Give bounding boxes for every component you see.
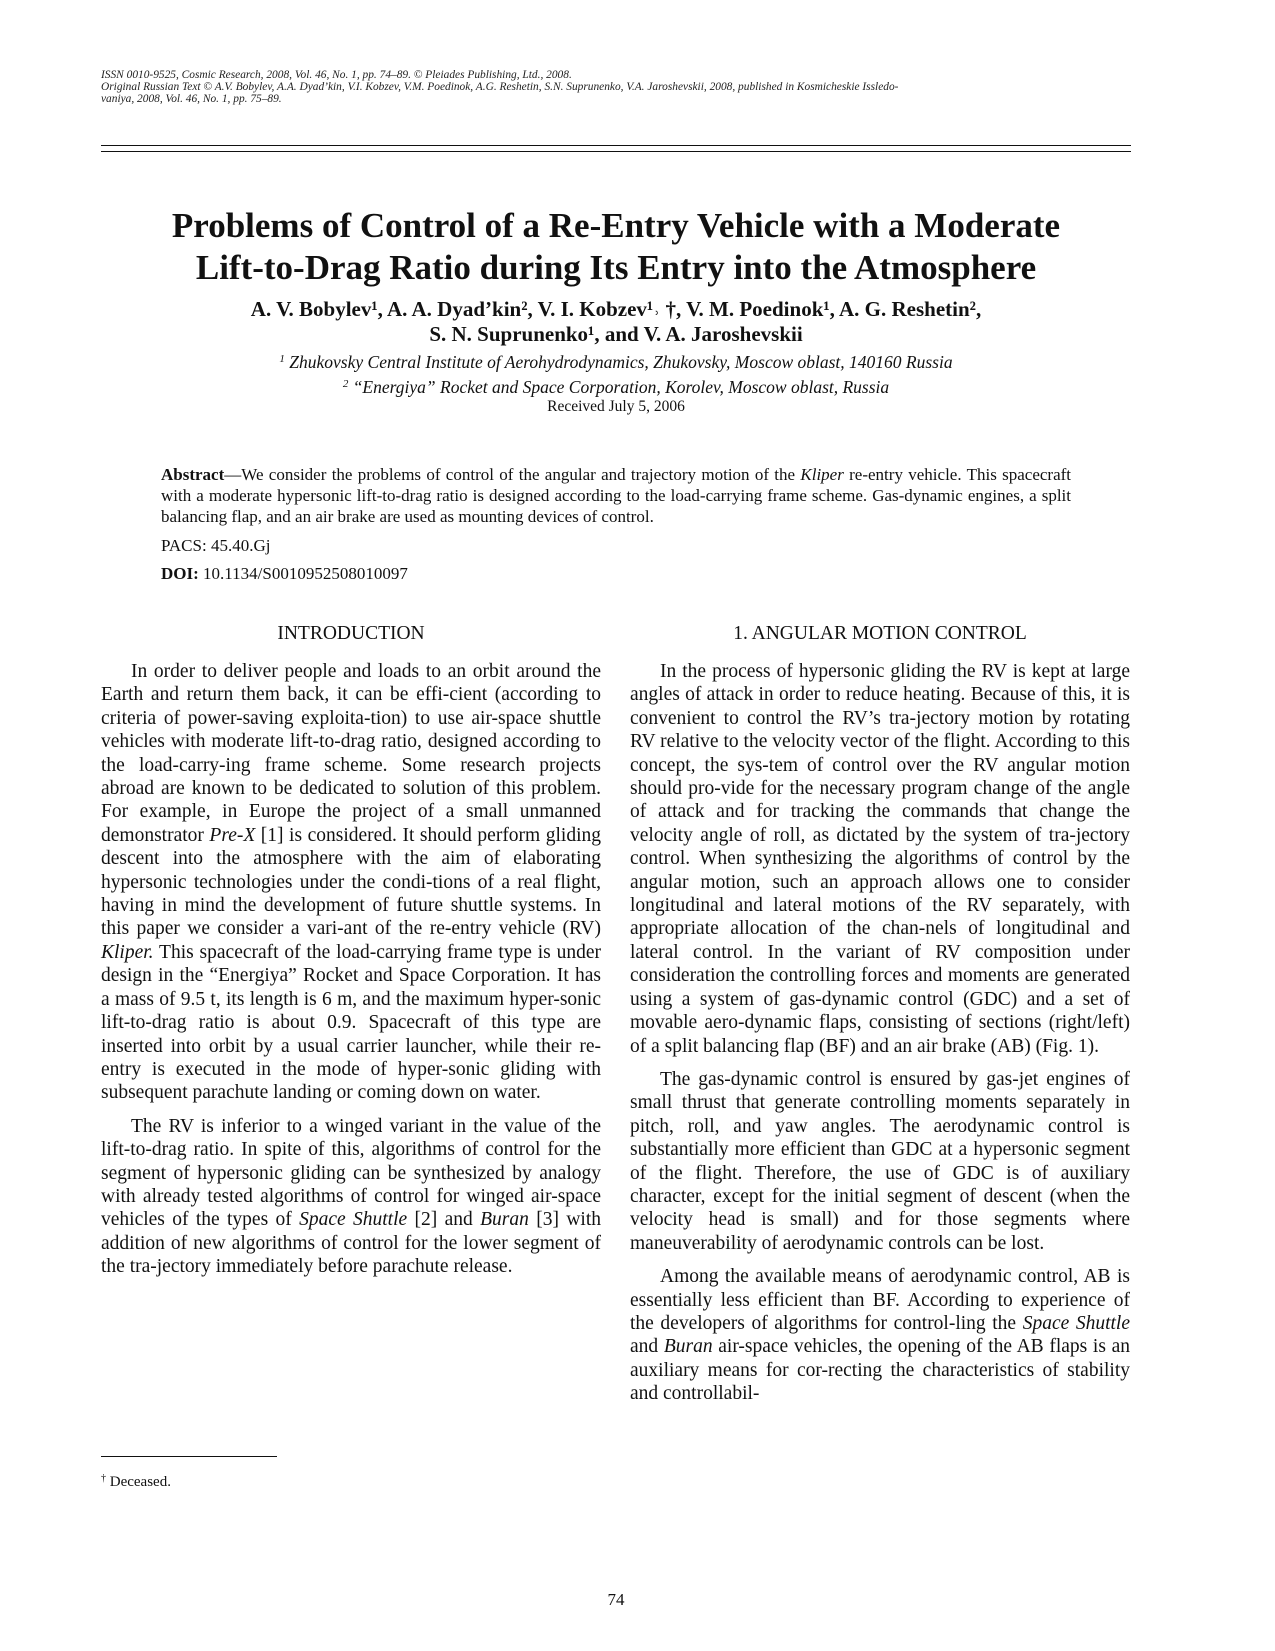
footnote-mark: † — [101, 1473, 106, 1484]
introduction-paragraph-1 — [101, 660, 601, 1105]
intro-p1-text-a: In order to deliver people and loads to an orbit around the Earth and return them back, it can be effi-cient (according to criteria of power-saving exploita-tion) to use air-space shuttle vehicles with moderate lift-to-drag ratio, designed according to the load-carry-ing frame scheme. Some research projects abroad are known to be dedicated to solution of this problem. For example, in Europe the project of a small unmanned demonstrator — [101, 661, 601, 846]
abstract-italic: Kliper — [800, 465, 844, 484]
affiliation-1 — [101, 348, 1131, 373]
abstract-text-1: —We consider the problems of control of the angular and trajectory motion of the — [224, 465, 801, 484]
doi-value: 10.1134/S0010952508010097 — [198, 564, 408, 583]
intro-p2-italic-buran: Buran — [480, 1209, 529, 1231]
affiliation-1-text: Zhukovsky Central Institute of Aerohydrodynamics, Zhukovsky, Moscow oblast, 140160 Russia — [289, 352, 953, 372]
angular-p3-italic-space-shuttle: Space Shuttle — [1022, 1312, 1130, 1334]
journal-header-line-3: vaniya, 2008, Vol. 46, No. 1, pp. 75–89. — [101, 93, 282, 105]
abstract-label: Abstract — [161, 465, 225, 484]
introduction-paragraph-2 — [101, 1115, 601, 1279]
angular-p3-italic-buran: Buran — [663, 1336, 713, 1358]
paper-title-line-1: Problems of Control of a Re-Entry Vehicle with a Moderate — [171, 206, 1061, 245]
pacs: PACS: 45.40.Gj — [161, 536, 271, 555]
angular-motion-heading: 1. ANGULAR MOTION CONTROL — [733, 623, 1027, 644]
intro-p2-italic-space-shuttle: Space Shuttle — [299, 1209, 408, 1231]
page-number: 74 — [607, 1590, 625, 1609]
affiliation-2-text: “Energiya” Rocket and Space Corporation, Korolev, Moscow oblast, Russia — [352, 377, 890, 397]
authors-line-1: A. V. Bobylev¹, A. A. Dyad’kin², V. I. Kobzev¹˒ †, V. M. Poedinok¹, A. G. Reshetin², — [250, 297, 982, 321]
angular-p3-text-c: air-space vehicles, the opening of the AB flaps is an auxiliary means for cor-recting the characteristics of stability and controllabil- — [630, 1336, 1131, 1405]
header-rule-bottom — [101, 151, 1131, 152]
doi-label: DOI: — [161, 564, 199, 583]
paper-title-line-2: Lift-to-Drag Ratio during Its Entry into the Atmosphere — [195, 248, 1037, 287]
angular-p3-text-b: and — [630, 1336, 664, 1358]
journal-header-line-1: ISSN 0010-9525, Cosmic Research, 2008, Vol. 46, No. 1, pp. 74–89. © Pleiades Publishing, Ltd., 2008. — [101, 69, 572, 81]
intro-p1-text-c: This spacecraft of the load-carrying frame type is under design in the “Energiya” Rocket and Space Corporation. It has a mass of 9.5 t, its length is 6 m, and the maximum hyper-sonic lift-to-drag ratio is about 0.9. Spacecraft of this type are inserted into orbit by a usual carrier launcher, while their re-entry is executed in the mode of hyper-sonic gliding with subsequent parachute landing or coming down on water. — [101, 941, 601, 1104]
intro-p1-text-b: [1] is considered. It should perform gliding descent into the atmosphere with the aim of elaborating hypersonic technologies under the condi-tions of a real flight, having in mind the development of future shuttle systems. In this paper we consider a vari-ant of the re-entry vehicle (RV) — [101, 824, 602, 940]
left-column — [101, 660, 601, 1279]
angular-paragraph-2: The gas-dynamic control is ensured by gas-jet engines of small thrust that generate controlling moments separately in pitch, roll, and yaw angles. The aerodynamic control is substantially more efficient than GDC at a hypersonic segment of the flight. Therefore, the use of GDC is of auxiliary character, except for the initial segment of descent (when the velocity head is small) and for those segments where maneuverability of aerodynamic controls can be lost. — [630, 1068, 1130, 1254]
header-rule-top — [101, 145, 1131, 146]
doi — [161, 563, 408, 584]
journal-header-line-2: Original Russian Text © A.V. Bobylev, A.A. Dyad’kin, V.I. Kobzev, V.M. Poedinok, A.G. Reshetin, S.N. Suprunenko, V.A. Jaroshevskii, 2008, published in Kosmicheskie Issledo- — [101, 81, 899, 93]
angular-paragraph-3 — [630, 1265, 1130, 1405]
intro-p2-text-b: [2] and — [407, 1209, 481, 1231]
abstract-text-2: re-entry vehicle. This spacecraft with a moderate hypersonic lift-to-drag ratio is designed according to the load-carrying frame scheme. Gas-dynamic engines, a split balancing flap, and an air brake are used as mounting devices of control. — [161, 465, 1071, 526]
right-column — [630, 660, 1130, 1406]
intro-p1-italic-kliper: Kliper. — [101, 941, 154, 963]
received-date: Received July 5, 2006 — [547, 398, 685, 415]
affiliation-1-mark: 1 — [279, 353, 285, 365]
abstract — [161, 464, 1071, 527]
intro-p2-text-a: The RV is inferior to a winged variant in the value of the lift-to-drag ratio. In spite of this, algorithms of control for the segment of hypersonic gliding can be synthesized by analogy with already tested algorithms of control for winged air-space vehicles of the types of — [101, 1115, 601, 1231]
footnote — [101, 1470, 171, 1491]
footnote-text: Deceased. — [106, 1474, 171, 1490]
authors-line-2: S. N. Suprunenko¹, and V. A. Jaroshevskii — [429, 322, 803, 346]
intro-p1-italic-prex: Pre-X — [209, 824, 256, 846]
introduction-heading: INTRODUCTION — [277, 623, 425, 644]
affiliation-2 — [101, 373, 1131, 398]
angular-p3-text-a: Among the available means of aerodynamic control, AB is essentially less efficient than BF. According to experience of the developers of algorithms for control-ling the — [630, 1266, 1130, 1334]
intro-p2-text-c: [3] with addition of new algorithms of control for the lower segment of the tra-jectory immediately before parachute release. — [101, 1209, 601, 1278]
angular-paragraph-1: In the process of hypersonic gliding the RV is kept at large angles of attack in order to reduce heating. Because of this, it is convenient to control the RV’s tra-jectory motion by rotating RV relative to the velocity vector of the flight. According to this concept, the sys-tem of control over the RV angular motion should pro-vide for the necessary program change of the angle of attack and for tracking the commands that change the velocity angle of roll, as dictated by the system of tra-jectory control. When synthesizing the algorithms of control by the angular motion, such an approach allows one to consider longitudinal and lateral motions of the RV separately, with appropriate allocation of the chan-nels of longitudinal and lateral control. In the variant of RV composition under consideration the controlling forces and moments are generated using a system of gas-dynamic control (GDC) and a set of movable aero-dynamic flaps, consisting of sections (right/left) of a split balancing flap (BF) and an air brake (AB) (Fig. 1). — [630, 661, 1130, 1057]
footnote-rule — [101, 1456, 277, 1457]
affiliation-2-mark: 2 — [342, 378, 349, 390]
